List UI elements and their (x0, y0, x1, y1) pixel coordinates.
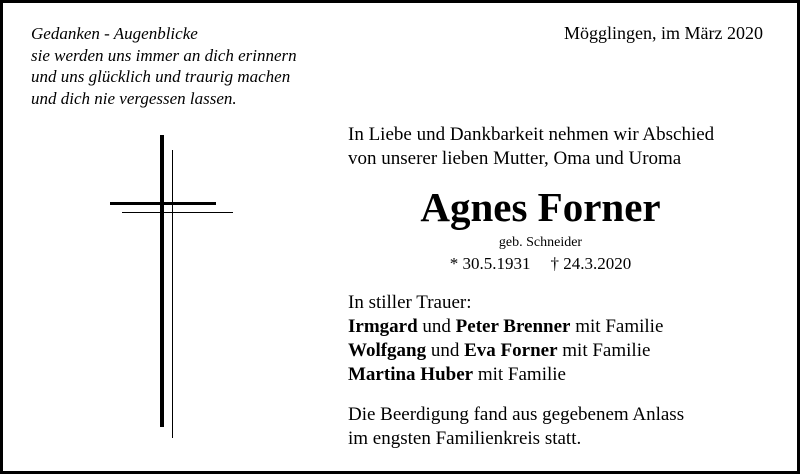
mourner-suffix: mit Familie (557, 340, 651, 361)
funeral-note (348, 403, 684, 451)
mourner-name: Peter Brenner (455, 316, 571, 337)
funeral-line: Die Beerdigung fand aus gegebenem Anlass (348, 404, 685, 425)
mourners (348, 291, 663, 387)
mourner-joiner: und (417, 316, 456, 337)
intro-line: In Liebe und Dankbarkeit nehmen wir Abschied (348, 124, 715, 145)
birth-date: * 30.5.1931 (449, 254, 531, 273)
mourner-row (348, 315, 663, 339)
mourner-name: Martina Huber (348, 364, 474, 385)
mourner-row (348, 339, 663, 363)
intro-text (348, 123, 714, 171)
poem-line: sie werden uns immer an dich erinnern (31, 45, 297, 65)
life-dates (348, 254, 733, 274)
cross-horizontal-bar-thin (122, 212, 233, 213)
deceased-name: Agnes Forner (420, 184, 661, 230)
poem-line: und uns glücklich und traurig machen (31, 67, 291, 86)
mourner-suffix: mit Familie (570, 316, 664, 337)
mourner-name: Wolfgang (348, 340, 427, 361)
death-date: † 24.3.2020 (550, 254, 632, 273)
cross-horizontal-bar (110, 202, 216, 205)
mourner-row (348, 363, 663, 387)
place-date: Mögglingen, im März 2020 (564, 23, 763, 43)
mourner-name: Eva Forner (464, 340, 558, 361)
funeral-line: im engsten Familienkreis statt. (348, 428, 582, 449)
mourner-joiner: und (426, 340, 465, 361)
mourner-name: Irmgard (348, 316, 418, 337)
mourners-heading: In stiller Trauer: (348, 292, 472, 313)
poem (31, 23, 297, 109)
birth-name: geb. Schneider (498, 235, 583, 250)
poem-line: und dich nie vergessen lassen. (31, 88, 237, 108)
poem-line: Gedanken - Augenblicke (31, 24, 198, 43)
intro-line: von unserer lieben Mutter, Oma und Uroma (348, 148, 682, 169)
mourner-suffix: mit Familie (473, 364, 566, 385)
cross-vertical-bar-thin (172, 150, 173, 438)
cross-vertical-bar (160, 135, 164, 427)
